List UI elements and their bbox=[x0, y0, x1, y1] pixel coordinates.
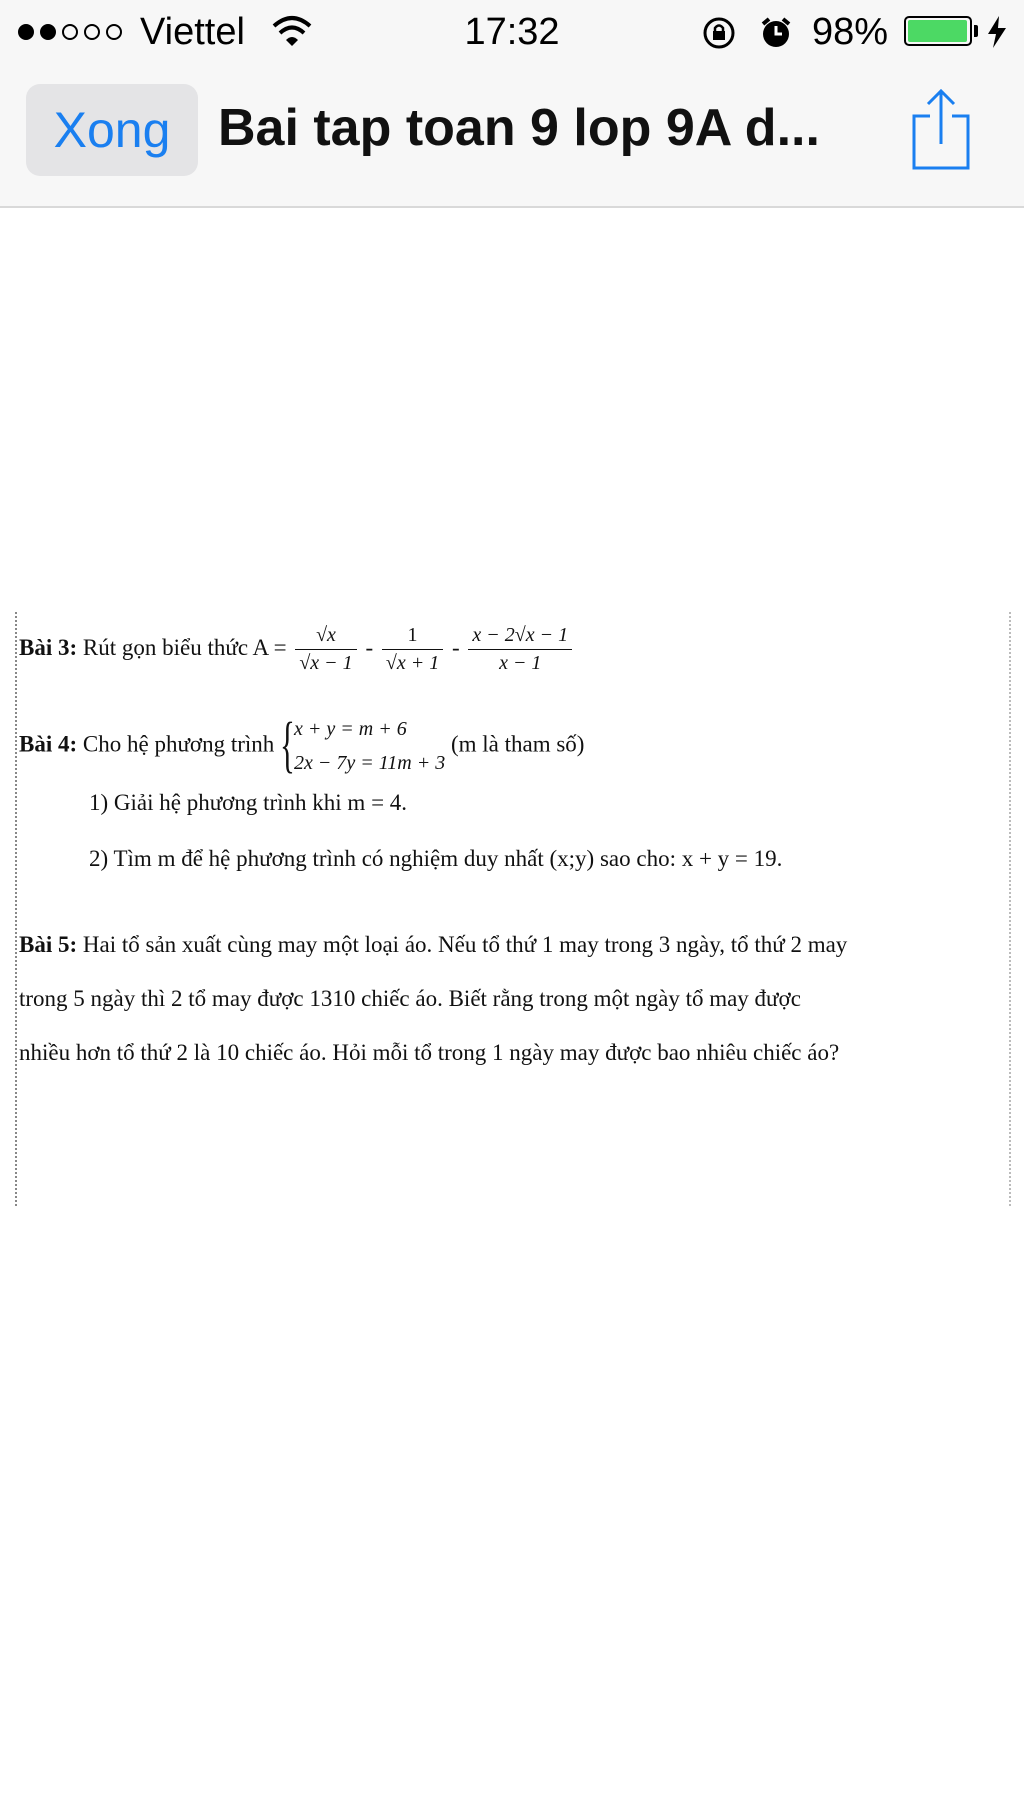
fraction-3-numerator: x − 2√x − 1 bbox=[468, 624, 572, 650]
battery-icon bbox=[904, 16, 972, 46]
alarm-icon bbox=[760, 16, 792, 55]
battery-percent: 98% bbox=[812, 11, 889, 53]
exercise-5-line-2: trong 5 ngày thì 2 tổ may được 1310 chiếc áo. Biết rằng trong một ngày tổ may được bbox=[19, 986, 801, 1011]
document-page bbox=[15, 612, 1011, 1206]
exercise-4 bbox=[19, 712, 584, 780]
equation-1: x + y = m + 6 bbox=[294, 718, 407, 740]
status-bar bbox=[0, 0, 1024, 66]
fraction-1 bbox=[295, 624, 356, 675]
rotation-lock-icon bbox=[702, 16, 736, 55]
minus-sign-1: - bbox=[365, 634, 374, 660]
fraction-2-denominator: √x + 1 bbox=[385, 652, 440, 674]
exercise-4-label: Bài 4: bbox=[19, 731, 78, 757]
exercise-3 bbox=[19, 624, 575, 675]
exercise-4-question-1: 1) Giải hệ phương trình khi m = 4. bbox=[89, 790, 408, 815]
parameter-note: (m là tham số) bbox=[450, 731, 585, 757]
equation-system bbox=[280, 712, 445, 780]
exercise-3-label: Bài 3: bbox=[19, 634, 78, 660]
done-button[interactable]: Xong bbox=[26, 84, 198, 176]
equation-2: 2x − 7y = 11m + 3 bbox=[294, 752, 446, 774]
exercise-5-line-1 bbox=[19, 932, 847, 958]
exercise-3-text: Rút gọn biểu thức A = bbox=[82, 634, 287, 660]
exercise-5-line-3: nhiều hơn tổ thứ 2 là 10 chiếc áo. Hỏi mỗi tổ trong 1 ngày may được bao nhiêu chiếc áo? bbox=[19, 1040, 840, 1065]
fraction-3 bbox=[468, 624, 572, 675]
clock: 17:32 bbox=[464, 11, 560, 53]
exercise-4-question-2: 2) Tìm m để hệ phương trình có nghiệm duy nhất (x;y) sao cho: x + y = 19. bbox=[89, 846, 783, 871]
navigation-bar bbox=[0, 66, 1024, 208]
carrier-name: Viettel bbox=[140, 11, 245, 53]
exercise-4-text: Cho hệ phương trình bbox=[82, 731, 275, 757]
fraction-2-numerator: 1 bbox=[382, 624, 443, 650]
fraction-1-numerator: √x bbox=[295, 624, 356, 650]
battery-tip bbox=[974, 25, 978, 37]
document-title: Bai tap toan 9 lop 9A d... bbox=[218, 99, 820, 157]
exercise-5-text-1: Hai tổ sản xuất cùng may một loại áo. Nếu tổ thứ 1 may trong 3 ngày, tổ thứ 2 may bbox=[82, 932, 848, 957]
charging-icon bbox=[986, 16, 1008, 53]
minus-sign-2: - bbox=[451, 634, 460, 660]
exercise-5-label: Bài 5: bbox=[19, 932, 78, 957]
share-icon[interactable] bbox=[908, 86, 974, 181]
fraction-1-denominator: √x − 1 bbox=[299, 652, 353, 674]
fraction-3-denominator: x − 1 bbox=[499, 652, 542, 674]
equation-brace: { bbox=[280, 711, 295, 779]
fraction-2 bbox=[382, 624, 443, 675]
battery-level-fill bbox=[908, 20, 967, 42]
